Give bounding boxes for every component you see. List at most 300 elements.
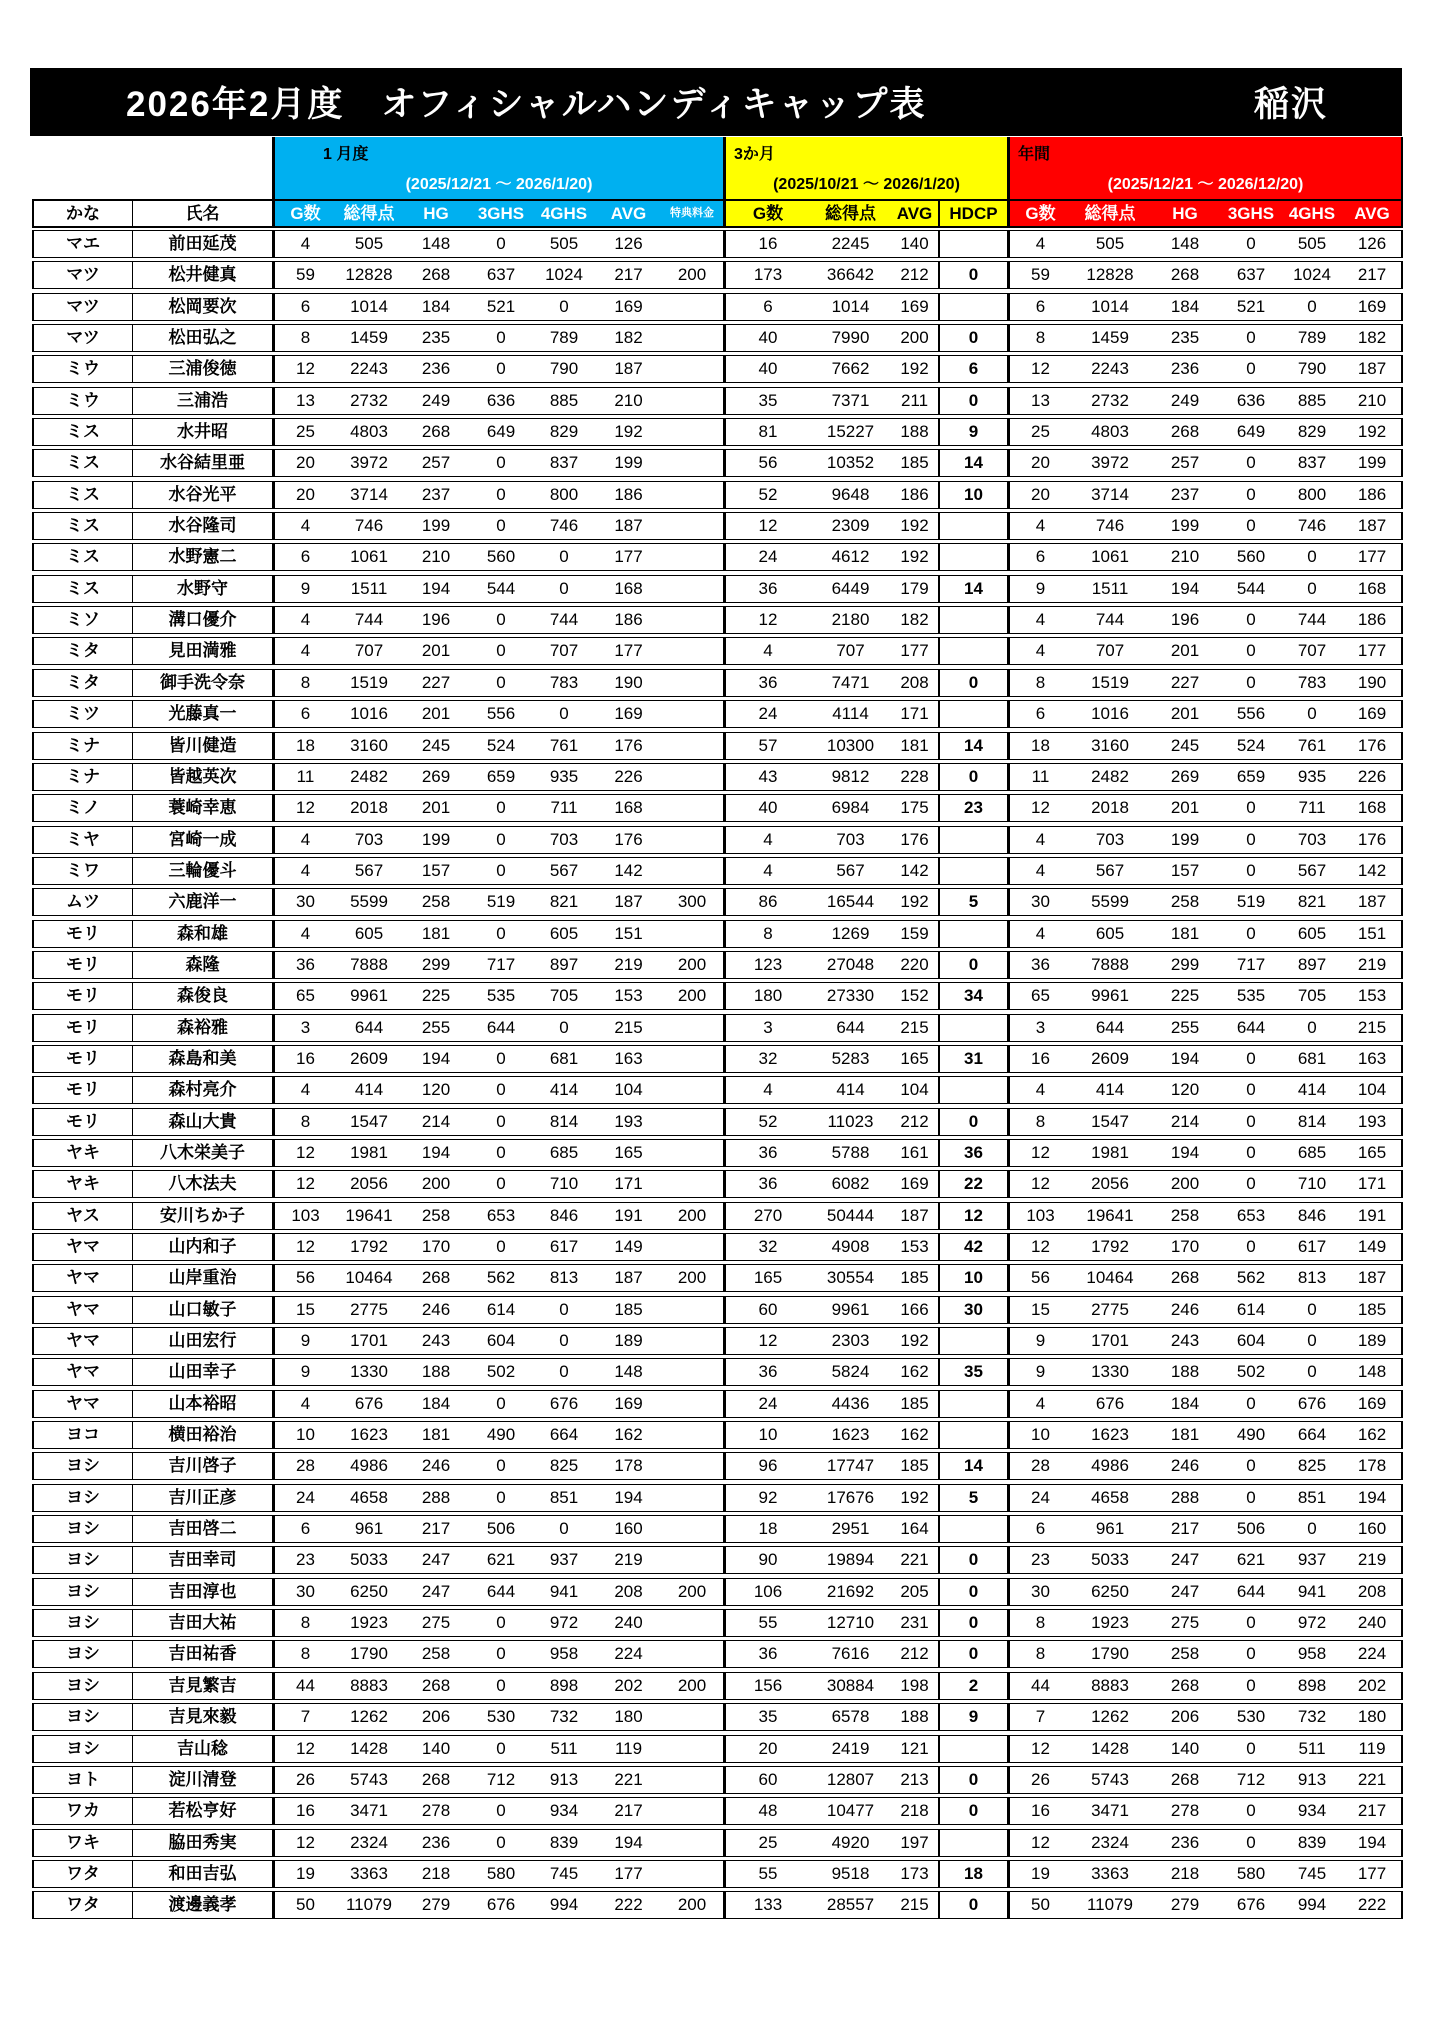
cell-quarterly-total: 2303	[831, 1331, 870, 1351]
cell-yearly-g: 16	[1007, 1046, 1071, 1072]
cell-quarterly-g: 12	[723, 513, 810, 539]
cell-hdcp: 0	[938, 1767, 1007, 1793]
cell-quarterly-total: 6082	[831, 1174, 870, 1194]
cell-yearly-avg: 224	[1343, 1641, 1403, 1667]
cell-yearly-3ghs: 717	[1236, 954, 1266, 974]
cell-monthly-avg: 119	[614, 1738, 643, 1758]
cell-kana: モリ	[32, 921, 132, 947]
cell-monthly-g: 16	[272, 1046, 336, 1072]
cell-hdcp	[938, 827, 1007, 853]
cell-yearly-g: 9	[1007, 1359, 1071, 1385]
cell-monthly-g: 6	[272, 1516, 336, 1542]
cell-monthly-hg: 246	[421, 1299, 451, 1319]
cell-monthly-total: 3363	[350, 1863, 388, 1883]
cell-yearly-g: 8	[1007, 1610, 1071, 1636]
cell-hdcp: 34	[938, 983, 1007, 1009]
cell-monthly-bonus	[661, 450, 723, 476]
cell-quarterly-g: 10	[723, 1422, 810, 1448]
cell-kana: ミタ	[32, 638, 132, 664]
cell-quarterly-avg: 197	[900, 1832, 929, 1852]
cell-yearly-total: 7888	[1091, 954, 1129, 974]
cell-yearly-4ghs: 958	[1297, 1644, 1327, 1664]
cell-quarterly-total: 9961	[831, 1299, 870, 1319]
cell-quarterly-g: 35	[723, 388, 810, 414]
cell-kana: ミウ	[32, 356, 132, 382]
cell-monthly-hg: 200	[421, 1174, 451, 1194]
cell-quarterly-g: 12	[723, 607, 810, 633]
cell-yearly-avg: 176	[1343, 827, 1403, 853]
cell-hdcp: 6	[938, 356, 1007, 382]
cell-yearly-total: 10464	[1086, 1268, 1134, 1288]
section-quarterly-period: (2025/10/21 ～ 2026/1/20)	[773, 176, 960, 193]
table-row	[32, 1546, 1403, 1574]
cell-quarterly-avg: 175	[900, 798, 929, 818]
cell-name: 山内和子	[132, 1234, 272, 1260]
cell-monthly-3ghs: 530	[486, 1707, 516, 1727]
cell-kana: ムツ	[32, 889, 132, 915]
table-row	[32, 1296, 1403, 1324]
table-row	[32, 1390, 1403, 1418]
cell-quarterly-g: 52	[723, 482, 810, 508]
cell-name: 皆越英次	[132, 764, 272, 790]
cell-monthly-bonus	[661, 1109, 723, 1135]
cell-yearly-hg: 243	[1170, 1331, 1200, 1351]
cell-hdcp	[938, 544, 1007, 570]
cell-monthly-avg: 169	[614, 704, 643, 724]
cell-quarterly-total: 15227	[826, 422, 875, 442]
cell-monthly-bonus: 200	[677, 1581, 707, 1601]
cell-kana: ミソ	[32, 607, 132, 633]
cell-hdcp: 30	[938, 1297, 1007, 1323]
cell-monthly-avg: 194	[614, 1832, 643, 1852]
cell-monthly-avg: 187	[614, 892, 643, 912]
cell-monthly-total: 10464	[345, 1268, 393, 1288]
cell-monthly-avg: 210	[614, 390, 643, 410]
cell-yearly-4ghs: 825	[1297, 1456, 1327, 1476]
cell-monthly-avg: 202	[614, 1675, 643, 1695]
cell-quarterly-g: 60	[723, 1767, 810, 1793]
cell-monthly-g: 56	[272, 1265, 336, 1291]
cell-yearly-avg: 177	[1343, 638, 1403, 664]
cell-yearly-4ghs: 0	[1307, 296, 1317, 316]
cell-monthly-avg: 191	[614, 1205, 643, 1225]
cell-yearly-hg: 217	[1170, 1519, 1200, 1539]
cell-name: 安川ちか子	[132, 1203, 272, 1229]
cell-name: 脇田秀実	[132, 1830, 272, 1856]
cell-yearly-avg: 169	[1343, 701, 1403, 727]
cell-monthly-g: 4	[272, 827, 336, 853]
cell-quarterly-total: 7371	[831, 390, 870, 410]
cell-quarterly-total: 644	[836, 1017, 865, 1037]
cell-monthly-hg: 236	[421, 359, 451, 379]
cell-yearly-avg: 160	[1343, 1516, 1403, 1542]
cell-quarterly-g: 6	[723, 294, 810, 320]
cell-monthly-avg: 176	[614, 735, 643, 755]
handicap-table	[32, 137, 1403, 1919]
cell-yearly-g: 13	[1007, 388, 1071, 414]
cell-quarterly-g: 106	[723, 1579, 810, 1605]
col-header-yearly-g: G数	[1007, 201, 1071, 226]
cell-kana: ヨシ	[32, 1485, 132, 1511]
cell-yearly-4ghs: 897	[1297, 954, 1327, 974]
cell-yearly-avg: 187	[1343, 356, 1403, 382]
cell-quarterly-avg: 228	[900, 766, 929, 786]
cell-quarterly-total: 50444	[826, 1205, 875, 1225]
cell-quarterly-g: 32	[723, 1234, 810, 1260]
cell-yearly-4ghs: 885	[1297, 390, 1327, 410]
cell-quarterly-avg: 142	[900, 860, 929, 880]
cell-yearly-4ghs: 789	[1297, 328, 1327, 348]
cell-quarterly-total: 6984	[831, 798, 870, 818]
cell-hdcp: 5	[938, 1485, 1007, 1511]
cell-name: 蓑崎幸恵	[132, 795, 272, 821]
cell-monthly-hg: 184	[421, 1393, 451, 1413]
cell-monthly-total: 1623	[350, 1425, 388, 1445]
cell-kana: ミタ	[32, 670, 132, 696]
cell-monthly-total: 9961	[350, 986, 388, 1006]
section-yearly	[1007, 137, 1403, 199]
cell-yearly-avg: 194	[1343, 1830, 1403, 1856]
cell-monthly-bonus	[661, 638, 723, 664]
cell-monthly-4ghs: 685	[549, 1142, 579, 1162]
cell-yearly-3ghs: 676	[1236, 1895, 1266, 1915]
cell-hdcp: 0	[938, 262, 1007, 288]
cell-yearly-g: 4	[1007, 1391, 1071, 1417]
table-row	[32, 293, 1403, 321]
cell-kana: モリ	[32, 1109, 132, 1135]
cell-monthly-avg: 215	[614, 1017, 643, 1037]
cell-monthly-hg: 201	[421, 704, 451, 724]
cell-yearly-total: 961	[1095, 1519, 1125, 1539]
cell-yearly-hg: 235	[1170, 328, 1200, 348]
cell-monthly-3ghs: 0	[496, 641, 506, 661]
cell-kana: ヤマ	[32, 1391, 132, 1417]
cell-kana: ヤキ	[32, 1171, 132, 1197]
cell-monthly-4ghs: 0	[559, 296, 569, 316]
cell-quarterly-g: 96	[723, 1453, 810, 1479]
cell-quarterly-total: 12710	[826, 1613, 875, 1633]
cell-yearly-g: 4	[1007, 231, 1071, 257]
cell-yearly-3ghs: 653	[1236, 1205, 1266, 1225]
cell-kana: ヨシ	[32, 1547, 132, 1573]
cell-yearly-4ghs: 913	[1297, 1769, 1327, 1789]
cell-yearly-hg: 249	[1170, 390, 1200, 410]
cell-monthly-3ghs: 521	[486, 296, 516, 316]
cell-yearly-3ghs: 0	[1246, 672, 1256, 692]
cell-yearly-4ghs: 783	[1297, 672, 1327, 692]
cell-monthly-3ghs: 621	[486, 1550, 516, 1570]
cell-monthly-3ghs: 0	[496, 1111, 506, 1131]
cell-yearly-g: 12	[1007, 356, 1071, 382]
table-row	[32, 763, 1403, 791]
cell-monthly-4ghs: 0	[559, 1299, 569, 1319]
cell-monthly-total: 5743	[350, 1769, 388, 1789]
cell-name: 水野守	[132, 576, 272, 602]
cell-name: 三輪優斗	[132, 858, 272, 884]
cell-yearly-g: 9	[1007, 576, 1071, 602]
cell-yearly-avg: 189	[1343, 1328, 1403, 1354]
cell-yearly-avg: 171	[1343, 1171, 1403, 1197]
cell-yearly-hg: 199	[1170, 829, 1200, 849]
cell-name: 吉田祐香	[132, 1641, 272, 1667]
cell-monthly-3ghs: 544	[486, 578, 516, 598]
cell-monthly-total: 5033	[350, 1550, 388, 1570]
cell-kana: ミナ	[32, 733, 132, 759]
cell-monthly-bonus	[661, 1798, 723, 1824]
cell-yearly-4ghs: 829	[1297, 422, 1327, 442]
cell-yearly-total: 3471	[1091, 1801, 1129, 1821]
cell-monthly-3ghs: 502	[486, 1362, 516, 1382]
cell-yearly-3ghs: 502	[1236, 1362, 1266, 1382]
cell-name: 吉川啓子	[132, 1453, 272, 1479]
cell-yearly-3ghs: 636	[1236, 390, 1266, 410]
cell-monthly-4ghs: 0	[559, 704, 569, 724]
cell-quarterly-total: 1014	[831, 296, 870, 316]
table-row	[32, 1609, 1403, 1637]
cell-monthly-bonus	[661, 1453, 723, 1479]
cell-yearly-4ghs: 703	[1297, 829, 1327, 849]
cell-monthly-g: 4	[272, 1077, 336, 1103]
cell-quarterly-g: 48	[723, 1798, 810, 1824]
cell-monthly-3ghs: 0	[496, 1613, 506, 1633]
cell-quarterly-g: 36	[723, 670, 810, 696]
cell-monthly-avg: 178	[614, 1456, 643, 1476]
cell-name: 吉見繁吉	[132, 1673, 272, 1699]
cell-yearly-total: 1981	[1091, 1142, 1129, 1162]
cell-quarterly-avg: 182	[900, 610, 929, 630]
cell-monthly-total: 1790	[350, 1644, 388, 1664]
cell-quarterly-avg: 162	[900, 1425, 929, 1445]
cell-yearly-4ghs: 814	[1297, 1111, 1327, 1131]
cell-monthly-bonus	[661, 1297, 723, 1323]
cell-monthly-total: 2482	[350, 766, 388, 786]
cell-yearly-3ghs: 0	[1246, 1080, 1256, 1100]
cell-monthly-hg: 170	[421, 1237, 451, 1256]
cell-monthly-bonus	[661, 325, 723, 351]
cell-monthly-g: 9	[272, 1359, 336, 1385]
cell-kana: ミス	[32, 450, 132, 476]
cell-yearly-hg: 278	[1170, 1801, 1200, 1821]
cell-quarterly-g: 173	[723, 262, 810, 288]
cell-yearly-g: 28	[1007, 1453, 1071, 1479]
cell-quarterly-total: 567	[836, 860, 865, 880]
cell-yearly-hg: 299	[1170, 954, 1200, 974]
cell-yearly-hg: 245	[1170, 735, 1200, 755]
col-header-hdcp: HDCP	[938, 201, 1007, 226]
cell-monthly-g: 23	[272, 1547, 336, 1573]
cell-yearly-3ghs: 0	[1246, 1487, 1256, 1507]
cell-monthly-g: 12	[272, 795, 336, 821]
cell-quarterly-g: 55	[723, 1861, 810, 1887]
cell-yearly-4ghs: 994	[1297, 1895, 1327, 1915]
cell-monthly-3ghs: 0	[496, 1080, 506, 1100]
cell-yearly-g: 56	[1007, 1265, 1071, 1291]
cell-quarterly-g: 123	[723, 952, 810, 978]
cell-quarterly-avg: 161	[900, 1142, 929, 1162]
cell-yearly-total: 1701	[1091, 1331, 1129, 1351]
cell-kana: ミワ	[32, 858, 132, 884]
cell-monthly-hg: 206	[421, 1707, 451, 1727]
cell-yearly-total: 1061	[1091, 547, 1129, 567]
cell-yearly-3ghs: 0	[1246, 1237, 1256, 1256]
cell-monthly-3ghs: 562	[486, 1268, 516, 1288]
cell-monthly-avg: 165	[614, 1142, 643, 1162]
cell-monthly-bonus	[661, 1641, 723, 1667]
cell-monthly-g: 65	[272, 983, 336, 1009]
cell-yearly-3ghs: 0	[1246, 1456, 1256, 1476]
cell-monthly-avg: 224	[614, 1644, 643, 1664]
cell-monthly-3ghs: 0	[496, 1142, 506, 1162]
cell-monthly-3ghs: 0	[496, 1644, 506, 1664]
cell-monthly-bonus	[661, 921, 723, 947]
cell-monthly-g: 16	[272, 1798, 336, 1824]
cell-monthly-3ghs: 0	[496, 453, 506, 473]
cell-yearly-4ghs: 839	[1297, 1832, 1327, 1852]
cell-yearly-hg: 210	[1170, 547, 1200, 567]
table-row	[32, 1108, 1403, 1136]
cell-monthly-total: 4986	[350, 1456, 388, 1476]
cell-yearly-avg: 126	[1343, 231, 1403, 257]
cell-monthly-total: 1428	[350, 1738, 388, 1758]
cell-yearly-4ghs: 800	[1297, 484, 1327, 504]
cell-hdcp	[938, 638, 1007, 664]
cell-yearly-g: 4	[1007, 921, 1071, 947]
table-row	[32, 1358, 1403, 1386]
cell-kana: モリ	[32, 952, 132, 978]
cell-yearly-3ghs: 0	[1246, 1393, 1256, 1413]
cell-monthly-g: 4	[272, 921, 336, 947]
cell-monthly-3ghs: 560	[486, 547, 516, 567]
cell-yearly-g: 24	[1007, 1485, 1071, 1511]
cell-name: 六鹿洋一	[132, 889, 272, 915]
cell-monthly-total: 3714	[350, 484, 388, 504]
cell-yearly-hg: 184	[1170, 296, 1200, 316]
cell-quarterly-avg: 153	[900, 1237, 929, 1256]
cell-monthly-hg: 258	[421, 1644, 451, 1664]
cell-name: 山口敏子	[132, 1297, 272, 1323]
cell-monthly-4ghs: 703	[549, 829, 579, 849]
cell-quarterly-avg: 215	[900, 1017, 929, 1037]
cell-quarterly-avg: 188	[900, 422, 929, 442]
cell-yearly-g: 59	[1007, 262, 1071, 288]
cell-quarterly-g: 36	[723, 576, 810, 602]
cell-kana: ヨシ	[32, 1516, 132, 1542]
cell-yearly-g: 6	[1007, 294, 1071, 320]
cell-name: 水谷結里亜	[132, 450, 272, 476]
cell-monthly-bonus	[661, 419, 723, 445]
cell-monthly-g: 8	[272, 670, 336, 696]
cell-yearly-total: 1547	[1091, 1111, 1129, 1131]
cell-yearly-4ghs: 898	[1297, 1675, 1327, 1695]
cell-yearly-total: 2482	[1091, 766, 1129, 786]
cell-name: 吉田啓二	[132, 1516, 272, 1542]
cell-monthly-3ghs: 0	[496, 1237, 506, 1256]
cell-quarterly-avg: 218	[900, 1801, 929, 1821]
cell-monthly-g: 4	[272, 231, 336, 257]
cell-monthly-g: 9	[272, 576, 336, 602]
table-row	[32, 387, 1403, 415]
cell-monthly-g: 103	[272, 1203, 336, 1229]
cell-monthly-avg: 199	[614, 453, 643, 473]
cell-yearly-4ghs: 0	[1307, 1362, 1317, 1382]
cell-kana: ミス	[32, 513, 132, 539]
cell-yearly-total: 4658	[1091, 1487, 1129, 1507]
cell-yearly-hg: 194	[1170, 1048, 1200, 1068]
cell-yearly-g: 12	[1007, 1140, 1071, 1166]
cell-yearly-total: 11079	[1086, 1895, 1133, 1915]
cell-yearly-4ghs: 813	[1297, 1268, 1327, 1288]
cell-monthly-total: 1014	[350, 296, 388, 316]
cell-monthly-avg: 177	[614, 1863, 643, 1883]
cell-quarterly-avg: 164	[900, 1519, 929, 1539]
cell-hdcp	[938, 701, 1007, 727]
cell-yearly-avg: 168	[1343, 576, 1403, 602]
cell-monthly-total: 567	[354, 860, 384, 880]
cell-name: 吉田幸司	[132, 1547, 272, 1573]
cell-monthly-bonus	[661, 1391, 723, 1417]
cell-kana: ヨシ	[32, 1736, 132, 1762]
cell-monthly-bonus	[661, 858, 723, 884]
cell-quarterly-g: 43	[723, 764, 810, 790]
cell-yearly-avg: 190	[1343, 670, 1403, 696]
cell-hdcp	[938, 1391, 1007, 1417]
cell-monthly-avg: 126	[614, 234, 643, 253]
cell-name: 水谷隆司	[132, 513, 272, 539]
cell-yearly-total: 505	[1095, 234, 1125, 253]
cell-quarterly-g: 35	[723, 1704, 810, 1730]
cell-yearly-4ghs: 851	[1297, 1487, 1327, 1507]
cell-yearly-total: 703	[1095, 829, 1125, 849]
cell-monthly-3ghs: 676	[486, 1895, 516, 1915]
cell-quarterly-g: 90	[723, 1547, 810, 1573]
cell-monthly-hg: 199	[421, 829, 451, 849]
col-header-yearly-avg: AVG	[1343, 201, 1403, 226]
cell-yearly-4ghs: 664	[1297, 1425, 1327, 1445]
cell-quarterly-g: 56	[723, 450, 810, 476]
cell-name: 吉田淳也	[132, 1579, 272, 1605]
cell-kana: ミス	[32, 544, 132, 570]
cell-yearly-3ghs: 580	[1236, 1863, 1266, 1883]
cell-yearly-total: 2243	[1091, 359, 1129, 379]
cell-quarterly-g: 36	[723, 1641, 810, 1667]
cell-monthly-avg: 169	[614, 296, 643, 316]
cell-hdcp: 23	[938, 795, 1007, 821]
cell-monthly-hg: 157	[421, 860, 451, 880]
cell-yearly-3ghs: 621	[1236, 1550, 1266, 1570]
table-row	[32, 1264, 1403, 1292]
cell-yearly-avg: 182	[1343, 325, 1403, 351]
cell-monthly-avg: 219	[614, 954, 643, 974]
cell-quarterly-avg: 171	[900, 704, 929, 724]
col-header-monthly-bonus: 特典料金	[661, 201, 723, 226]
cell-hdcp: 0	[938, 764, 1007, 790]
cell-hdcp: 0	[938, 388, 1007, 414]
cell-yearly-hg: 258	[1170, 892, 1200, 912]
cell-hdcp: 36	[938, 1140, 1007, 1166]
cell-yearly-g: 12	[1007, 1830, 1071, 1856]
cell-yearly-total: 1923	[1091, 1613, 1129, 1633]
cell-yearly-g: 44	[1007, 1673, 1071, 1699]
cell-monthly-avg: 187	[614, 516, 643, 536]
cell-name: 吉山稔	[132, 1736, 272, 1762]
cell-monthly-hg: 247	[421, 1550, 451, 1570]
cell-monthly-hg: 236	[421, 1832, 451, 1852]
cell-kana: ヨシ	[32, 1704, 132, 1730]
cell-yearly-avg: 165	[1343, 1140, 1403, 1166]
cell-monthly-3ghs: 0	[496, 328, 506, 348]
cell-hdcp: 18	[938, 1861, 1007, 1887]
cell-monthly-g: 8	[272, 325, 336, 351]
